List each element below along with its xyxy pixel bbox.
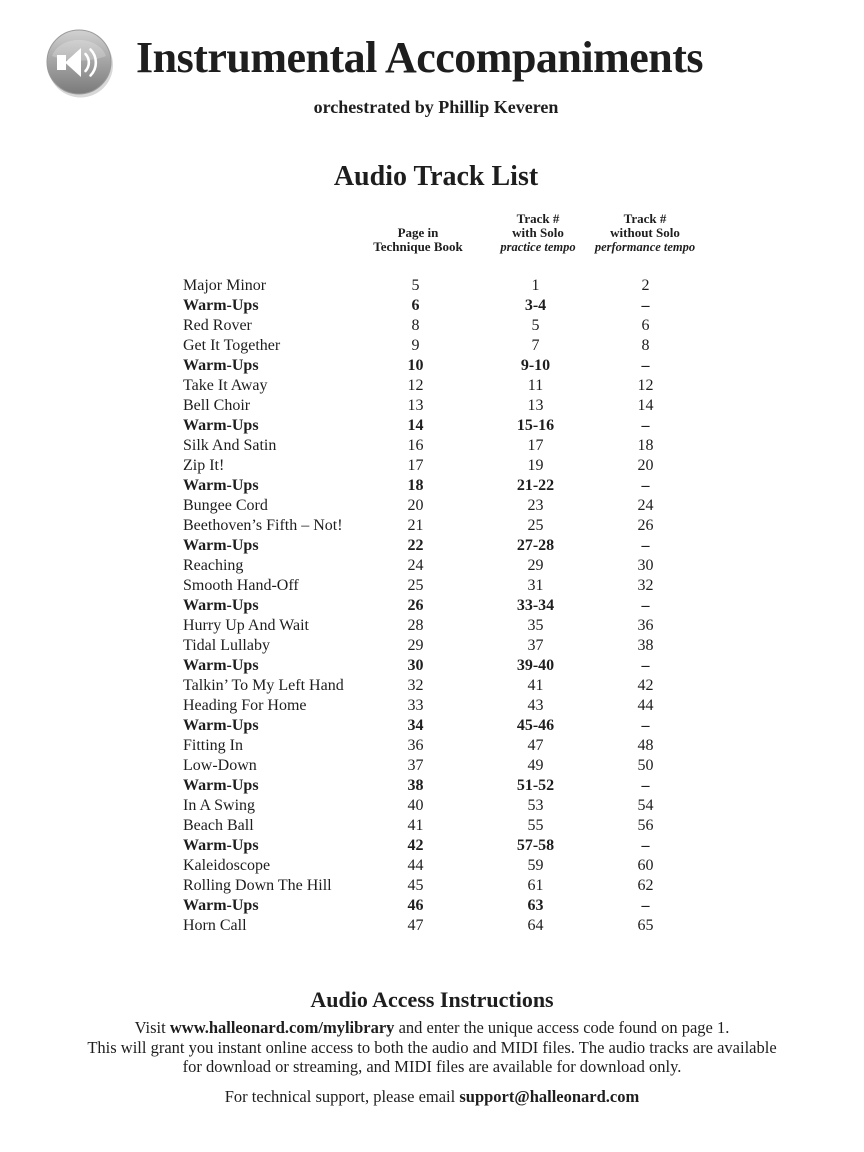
track-without-solo: –: [641, 477, 650, 494]
track-with-solo: 1: [531, 277, 540, 294]
table-row: [183, 816, 698, 836]
support-email: support@halleonard.com: [459, 1087, 640, 1106]
track-with-solo: 39-40: [516, 657, 555, 674]
track-page-number: 44: [407, 857, 424, 874]
track-with-solo: 17: [527, 437, 544, 454]
track-title: Tidal Lullaby: [183, 637, 270, 654]
track-with-solo: 41: [527, 677, 544, 694]
track-without-solo: 20: [637, 457, 654, 474]
track-title: Red Rover: [183, 317, 252, 334]
table-row: [183, 596, 698, 616]
track-title: Heading For Home: [183, 697, 307, 714]
access-line-3: for download or streaming, and MIDI files are available for download only.: [182, 1057, 682, 1076]
table-row: [183, 336, 698, 356]
table-row: [183, 696, 698, 716]
track-title: Warm-Ups: [183, 657, 259, 674]
track-page-number: 5: [411, 277, 420, 294]
track-title: Beethoven’s Fifth – Not!: [183, 517, 343, 534]
track-title: Beach Ball: [183, 817, 254, 834]
track-page-number: 17: [407, 457, 424, 474]
track-with-solo: 27-28: [516, 537, 555, 554]
track-title: Warm-Ups: [183, 537, 259, 554]
track-page-number: 8: [411, 317, 420, 334]
track-with-solo: 5: [531, 317, 540, 334]
track-with-solo: 63: [527, 897, 544, 914]
track-with-solo: 11: [527, 377, 544, 394]
track-title: Warm-Ups: [183, 297, 259, 314]
table-row: [183, 436, 698, 456]
track-without-solo: 36: [637, 617, 654, 634]
track-title: Reaching: [183, 557, 244, 574]
table-row: [183, 716, 698, 736]
track-with-solo: 21-22: [516, 477, 555, 494]
table-row: [183, 556, 698, 576]
track-with-solo: 37: [527, 637, 544, 654]
track-without-solo: 48: [637, 737, 654, 754]
table-row: [183, 916, 698, 936]
track-title: Major Minor: [183, 277, 267, 294]
track-list-heading: Audio Track List: [333, 161, 539, 192]
table-row: [183, 676, 698, 696]
track-without-solo: 12: [637, 377, 654, 394]
table-row: [183, 656, 698, 676]
track-with-solo: 59: [527, 857, 544, 874]
track-page-number: 18: [407, 477, 424, 494]
track-page-number: 10: [407, 357, 424, 374]
access-line-2: This will grant you instant online access to both the audio and MIDI files. The audio tracks are available: [87, 1037, 777, 1057]
track-with-solo: 9-10: [520, 357, 551, 374]
track-without-solo: 65: [637, 917, 654, 934]
track-without-solo: 60: [637, 857, 654, 874]
track-title: Warm-Ups: [183, 777, 259, 794]
table-row: [183, 476, 698, 496]
access-line-1: Visit www.halleonard.com/mylibrary and enter the unique access code found on page 1.: [134, 1018, 730, 1037]
track-with-solo: 51-52: [516, 777, 555, 794]
track-title: Low-Down: [183, 757, 257, 774]
track-page-number: 22: [407, 537, 424, 554]
track-without-solo: 50: [637, 757, 654, 774]
table-row: [183, 316, 698, 336]
track-page-number: 38: [407, 777, 424, 794]
track-without-solo: –: [641, 897, 650, 914]
table-row: [183, 576, 698, 596]
track-without-solo: 8: [641, 337, 650, 354]
track-with-solo: 47: [527, 737, 544, 754]
track-page-number: 25: [407, 577, 424, 594]
track-with-solo: 23: [527, 497, 544, 514]
track-without-solo: –: [641, 537, 650, 554]
table-row: [183, 416, 698, 436]
track-title: Talkin’ To My Left Hand: [183, 677, 344, 694]
track-page-number: 40: [407, 797, 424, 814]
track-with-solo: 43: [527, 697, 544, 714]
track-page-number: 47: [407, 917, 424, 934]
track-page-number: 32: [407, 677, 424, 694]
column-header-page: Page in Technique Book: [373, 225, 463, 254]
track-page-number: 21: [407, 517, 424, 534]
track-with-solo: 25: [527, 517, 544, 534]
track-without-solo: 32: [637, 577, 654, 594]
track-with-solo: 57-58: [516, 837, 555, 854]
subtitle: orchestrated by Phillip Keveren: [313, 97, 559, 117]
track-without-solo: 6: [641, 317, 650, 334]
track-without-solo: 18: [637, 437, 654, 454]
track-page-number: 9: [411, 337, 420, 354]
table-row: [183, 536, 698, 556]
track-without-solo: –: [641, 717, 650, 734]
table-row: [183, 516, 698, 536]
table-row: [183, 776, 698, 796]
track-title: In A Swing: [183, 797, 256, 814]
track-with-solo: 53: [527, 797, 544, 814]
track-page-number: 46: [407, 897, 424, 914]
track-page-number: 37: [407, 757, 424, 774]
track-title: Warm-Ups: [183, 357, 259, 374]
track-without-solo: 62: [637, 877, 654, 894]
table-row: [183, 296, 698, 316]
track-without-solo: –: [641, 777, 650, 794]
track-title: Get It Together: [183, 337, 281, 354]
track-title: Take It Away: [183, 377, 268, 394]
track-without-solo: 30: [637, 557, 654, 574]
track-with-solo: 31: [527, 577, 544, 594]
table-row: [183, 756, 698, 776]
track-without-solo: –: [641, 837, 650, 854]
track-with-solo: 15-16: [516, 417, 555, 434]
track-page-number: 6: [411, 297, 420, 314]
table-row: [183, 856, 698, 876]
track-with-solo: 49: [527, 757, 544, 774]
table-row: [183, 616, 698, 636]
track-page-number: 13: [407, 397, 424, 414]
track-title: Bell Choir: [183, 397, 251, 414]
track-with-solo: 35: [527, 617, 544, 634]
track-page-number: 20: [407, 497, 424, 514]
table-row: [183, 456, 698, 476]
track-title: Silk And Satin: [183, 437, 277, 454]
table-row: [183, 376, 698, 396]
track-without-solo: 2: [641, 277, 650, 294]
track-page-number: 36: [407, 737, 424, 754]
access-instructions-text: [0, 1018, 864, 1077]
track-page-number: 26: [407, 597, 424, 614]
table-row: [183, 276, 698, 296]
track-without-solo: 44: [637, 697, 654, 714]
track-without-solo: 14: [637, 397, 654, 414]
track-with-solo: 7: [531, 337, 540, 354]
track-without-solo: 38: [637, 637, 654, 654]
track-without-solo: –: [641, 297, 650, 314]
track-with-solo: 29: [527, 557, 544, 574]
track-title: Warm-Ups: [183, 837, 259, 854]
track-with-solo: 55: [527, 817, 544, 834]
speaker-icon: [44, 28, 114, 98]
track-title: Zip It!: [183, 457, 225, 474]
access-instructions-heading: Audio Access Instructions: [310, 987, 554, 1012]
track-without-solo: 24: [637, 497, 654, 514]
track-page-number: 29: [407, 637, 424, 654]
track-with-solo: 19: [527, 457, 544, 474]
table-row: [183, 876, 698, 896]
table-row: [183, 356, 698, 376]
track-title: Rolling Down The Hill: [183, 877, 332, 894]
column-header-without-solo: Track # without Solo performance tempo: [594, 211, 696, 254]
track-with-solo: 13: [527, 397, 544, 414]
table-row: [183, 496, 698, 516]
library-url: www.halleonard.com/mylibrary: [169, 1018, 395, 1037]
track-title: Bungee Cord: [183, 497, 268, 514]
track-with-solo: 61: [527, 877, 544, 894]
table-row: [183, 836, 698, 856]
track-page-number: 33: [407, 697, 424, 714]
track-title: Warm-Ups: [183, 717, 259, 734]
track-page-number: 34: [407, 717, 424, 734]
track-with-solo: 33-34: [516, 597, 555, 614]
track-page-number: 12: [407, 377, 424, 394]
track-without-solo: –: [641, 657, 650, 674]
track-without-solo: 54: [637, 797, 654, 814]
track-title: Fitting In: [183, 737, 244, 754]
track-with-solo: 3-4: [524, 297, 547, 314]
track-title: Smooth Hand-Off: [183, 577, 299, 594]
track-without-solo: –: [641, 597, 650, 614]
track-title: Horn Call: [183, 917, 247, 934]
track-title: Warm-Ups: [183, 417, 259, 434]
track-without-solo: –: [641, 357, 650, 374]
track-page-number: 41: [407, 817, 424, 834]
track-without-solo: –: [641, 417, 650, 434]
table-row: [183, 396, 698, 416]
table-row: [183, 796, 698, 816]
track-title: Warm-Ups: [183, 597, 259, 614]
track-title: Warm-Ups: [183, 477, 259, 494]
track-with-solo: 45-46: [516, 717, 555, 734]
track-with-solo: 64: [527, 917, 544, 934]
track-page-number: 28: [407, 617, 424, 634]
table-row: [183, 636, 698, 656]
page-title: Instrumental Accompaniments: [136, 33, 704, 82]
track-page-number: 45: [407, 877, 424, 894]
track-title: Hurry Up And Wait: [183, 617, 309, 634]
track-without-solo: 56: [637, 817, 654, 834]
track-page-number: 14: [407, 417, 424, 434]
track-title: Warm-Ups: [183, 897, 259, 914]
support-line: For technical support, please email support@halleonard.com: [224, 1087, 640, 1106]
table-row: [183, 736, 698, 756]
track-table: [183, 276, 698, 936]
column-header-with-solo: Track # with Solo practice tempo: [500, 211, 576, 254]
track-title: Kaleidoscope: [183, 857, 271, 874]
track-page-number: 30: [407, 657, 424, 674]
table-row: [183, 896, 698, 916]
track-without-solo: 42: [637, 677, 654, 694]
track-without-solo: 26: [637, 517, 654, 534]
table-column-headers: [0, 210, 864, 254]
track-page-number: 16: [407, 437, 424, 454]
track-page-number: 24: [407, 557, 424, 574]
track-page-number: 42: [407, 837, 424, 854]
